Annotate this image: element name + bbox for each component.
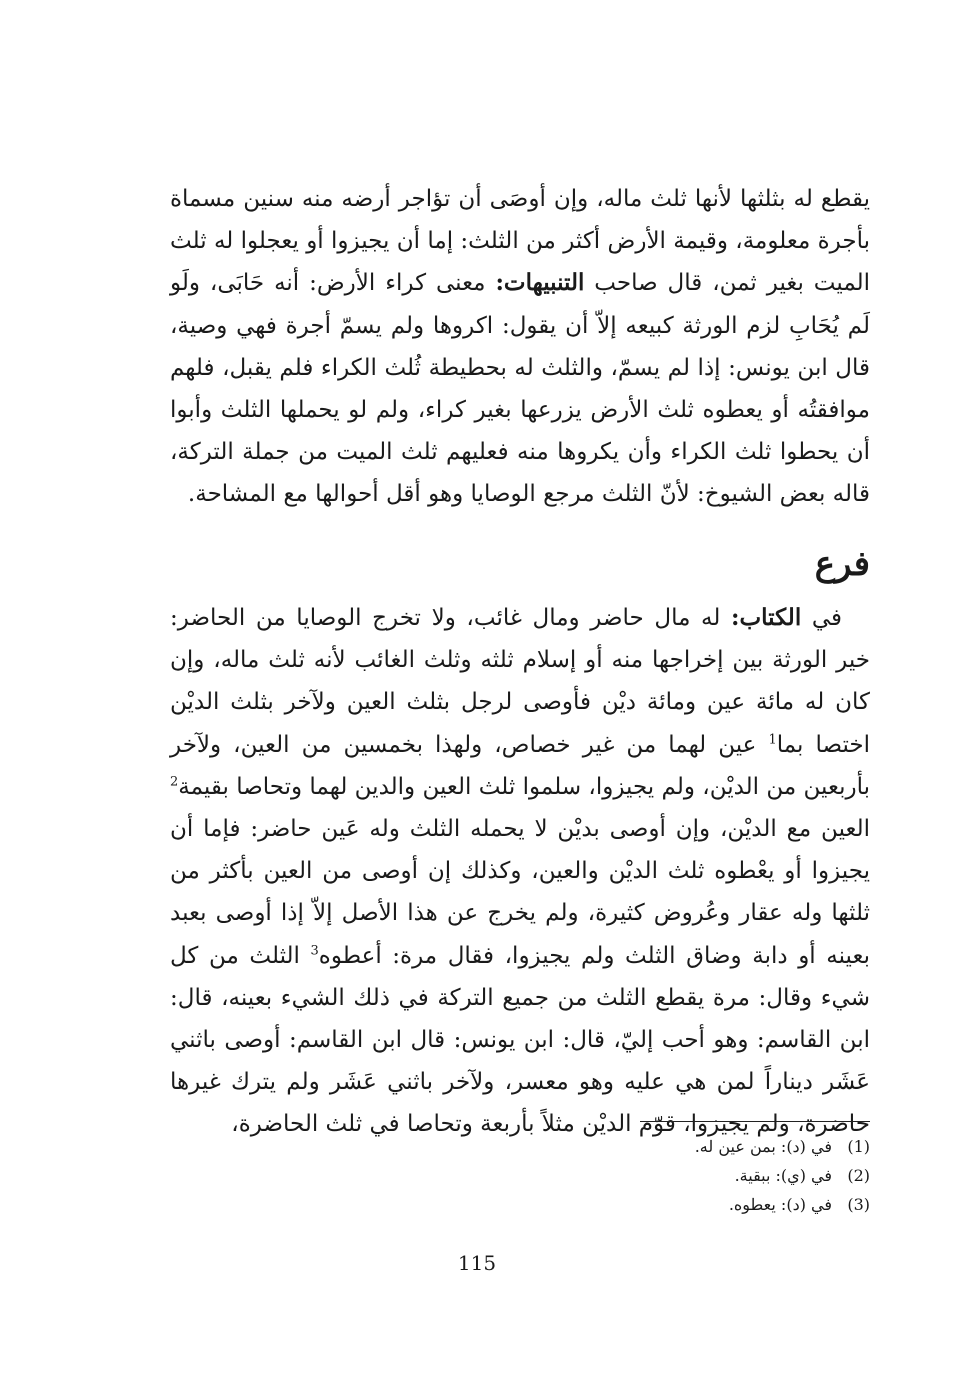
footnote-number: (1) — [847, 1137, 870, 1156]
footnote-text: في (د): يعطوه. — [728, 1195, 832, 1214]
footnote-item — [470, 1190, 870, 1219]
paragraph-1 — [170, 178, 870, 516]
paragraph-1-continuation: معنى كراء الأرض: أنه حَابَى، ولَو لَم يُحَابِ لزم الورثة كبيعه إلاّ أن يقول: اكروها ولم يسمّ أجرة فهي وصية، قال ابن يونس: إذا لم يسمّ، والثلث له بحطيطة ثُلث الكراء فلم يقبل، فلهم موافقتُه أو يعطوه ثلث الأرض يزرعها بغير كراء، ولم لو يحملها الثلث وأبوا أن يحطوا ثلث الكراء وأن يكروها منه فعليهم ثلث الميت من جملة التركة، قاله بعض الشيوخ: لأنّ الثلث مرجع الوصايا وهو أقل أحوالها مع المشاحة. — [170, 270, 870, 508]
footnote-divider — [640, 1121, 870, 1122]
paragraph-2-part-c: العين مع الديْن، وإن أوصى بديْن لا يحمله الثلث وله عَين حاضر: فإما أن يجيزوا أو يعْطوه ثلث الديْن والعين، وكذلك إن أوصى من العين بأكثر من ثلثها وله عقار وعُروض كثيرة، ولم يخرج عن هذا الأصل إلاّ إذا أوصى بعبد بعينه أو دابة وضاق الثلث ولم يجيزوا، فقال مرة: أعطوه — [170, 816, 870, 969]
page-number: 115 — [457, 1251, 497, 1275]
paragraph-1-text: يقطع له بثلثها لأنها ثلث ماله، وإن أوصَى أن تؤاجر أرضه منه سنين مسماة بأجرة معلومة، وقيمة الأرض أكثر من الثلث: إما أن يجيزوا أو يعجلوا له ثلث الميت بغير ثمن، قال صاحب — [170, 186, 871, 297]
footnotes-list — [470, 1132, 870, 1219]
paragraph-2 — [170, 597, 870, 1146]
footnote-item — [470, 1161, 870, 1190]
section-heading: فرع — [814, 544, 870, 584]
footnote-number: (3) — [847, 1195, 870, 1214]
paragraph-2-part-d: الثلث من كل شيء وقال: مرة يقطع الثلث من جميع التركة في ذلك الشيء بعينه، قال: ابن القاسم: وهو أحب إليّ، قال: ابن يونس: قال ابن القاسم: أوصى باثني عَشَر ديناراً لمن هي عليه وهو معسر، ولآخر باثني عَشَر ولم يترك غيرها حاضرة، ولم يجيزوا، قوّم الديْن مثلاً بأربعة وتحاصا في ثلث الحاضرة، — [170, 942, 870, 1138]
footnote-mark-1: 1 — [768, 731, 777, 747]
paragraph-2-part-b: عين لهما من غير خصاص، ولهذا بخمسين من العين، ولآخر بأربعين من الديْن، ولم يجيزوا، سلموا ثلث العين والدين لهما وتحاصا بقيمة — [170, 731, 870, 800]
paragraph-2-lead: في — [811, 605, 843, 631]
footnote-number: (2) — [847, 1166, 870, 1185]
footnote-mark-2: 2 — [170, 774, 179, 790]
footnote-item — [470, 1132, 870, 1161]
footnote-text: في (د): بمن عين له. — [694, 1137, 832, 1156]
term-tanbihat: التنبيهات: — [495, 269, 585, 297]
footnote-mark-3: 3 — [310, 942, 319, 958]
paragraph-2-part-a: له مال حاضر ومال غائب، ولا تخرج الوصايا من الحاضر: خير الورثة بين إخراجها منه أو إسلام ثلثه وثلث الغائب لأنه ثلث ماله، وإن كان له مائة عين ومائة ديْن فأوصى لرجل بثلث العين ولآخر بثلث الديْن اختصا بما — [170, 605, 870, 758]
footnote-text: في (ي): ببقية. — [734, 1166, 832, 1185]
term-kitab: الكتاب: — [731, 604, 802, 631]
